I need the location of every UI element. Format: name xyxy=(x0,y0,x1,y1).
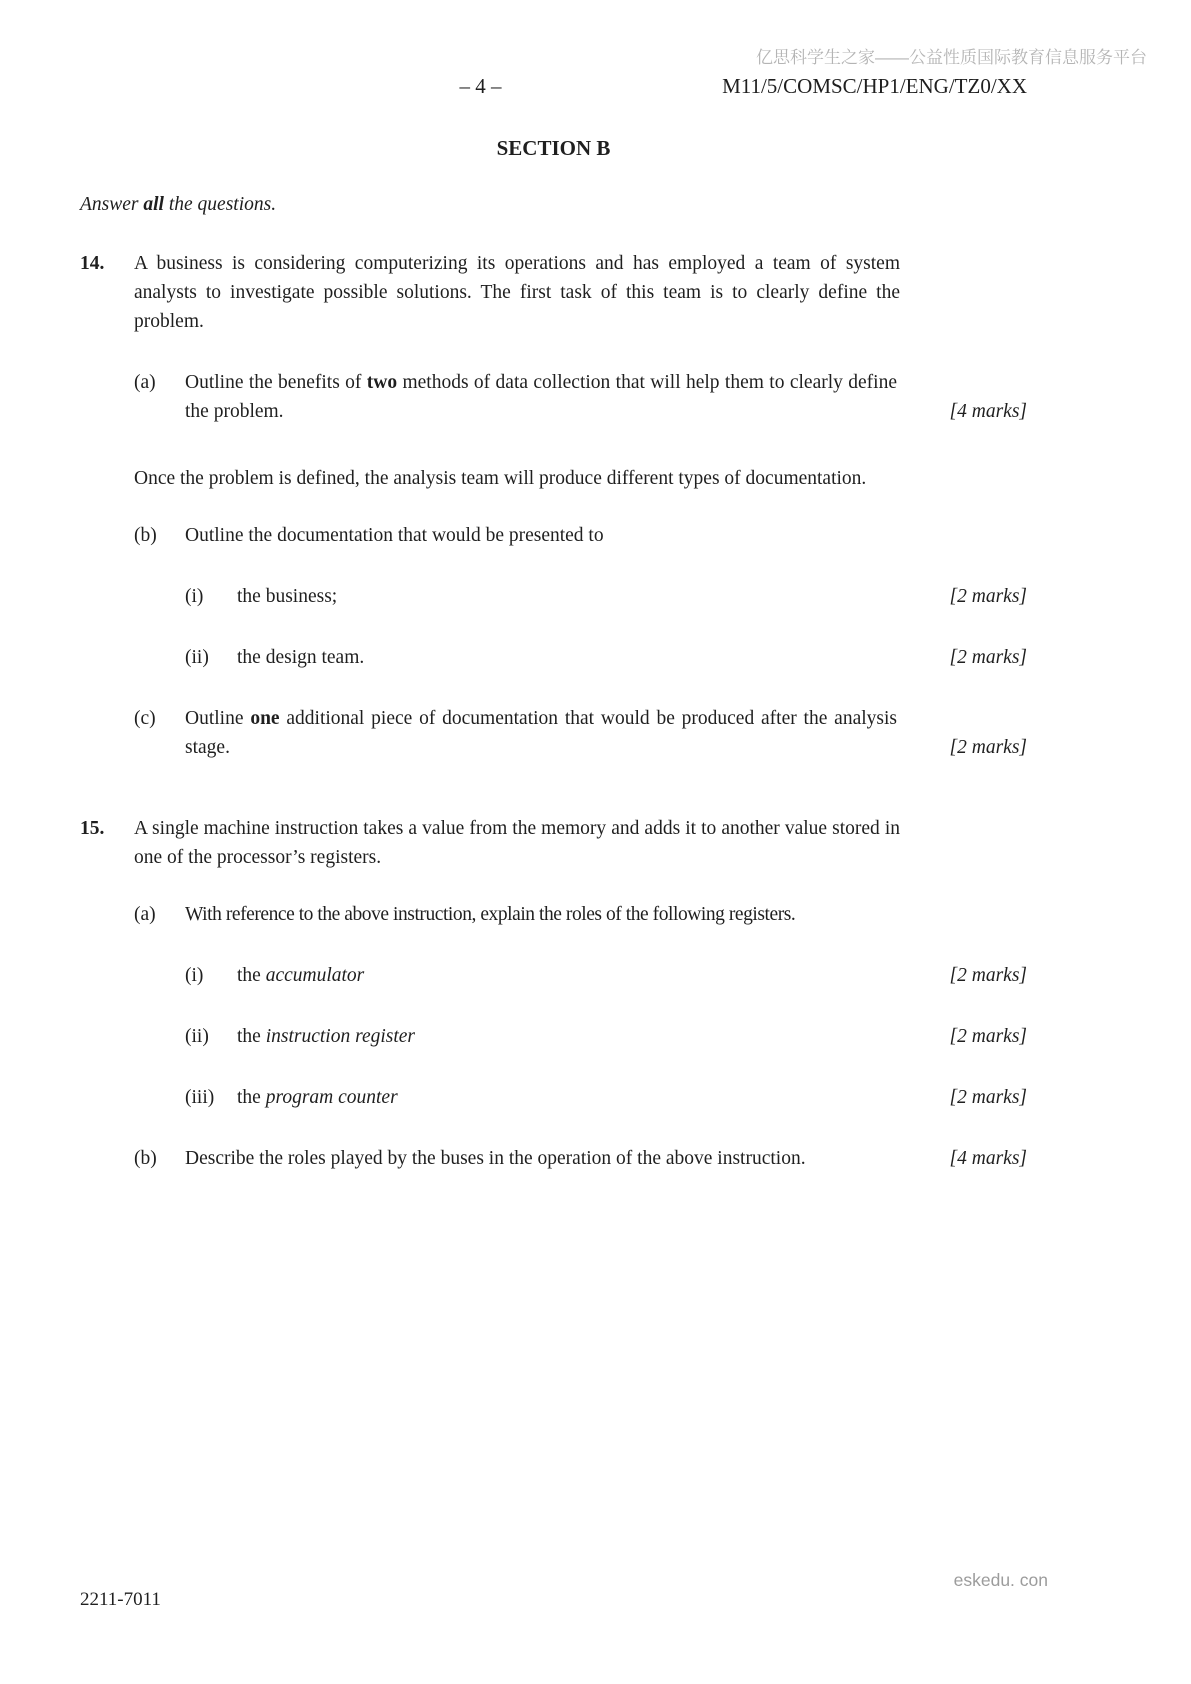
header-watermark: 亿思科学生之家——公益性质国际教育信息服务平台 xyxy=(756,48,1147,67)
question-14b xyxy=(134,521,1027,550)
paper-code: M11/5/COMSC/HP1/ENG/TZ0/XX xyxy=(722,74,1027,98)
question-15a-i xyxy=(134,961,1027,990)
question-15a-ii xyxy=(134,1022,1027,1051)
question-14a-label: (a) xyxy=(134,372,156,393)
question-14-middle: Once the problem is defined, the analysis team will produce different types of documentation. xyxy=(134,468,867,489)
question-14-intro: A business is considering computerizing its operations and has employed a team of system analysts to investigate possible solutions. The first task of this team is to clearly define the problem. xyxy=(134,253,900,332)
question-14a-marks: [4 marks] xyxy=(949,401,1027,422)
question-14c xyxy=(134,704,1027,762)
page-number: – 4 – xyxy=(459,74,502,98)
question-14b-i-marks: [2 marks] xyxy=(949,586,1027,607)
section-title: SECTION B xyxy=(496,136,611,160)
instruction-bold: all xyxy=(143,194,164,215)
question-15a-ii-label: (ii) xyxy=(185,1026,209,1047)
question-14b-ii-text: the design team. xyxy=(237,647,365,668)
section-instruction xyxy=(80,190,1027,219)
question-14b-i-text: the business; xyxy=(237,586,338,607)
question-14b-label: (b) xyxy=(134,525,157,546)
question-14-middle-row xyxy=(134,464,1027,493)
question-14b-text: Outline the documentation that would be presented to xyxy=(185,525,604,546)
question-15a xyxy=(134,900,1027,929)
q14c-text-post: additional piece of documentation that would be produced after the analysis stage. xyxy=(185,708,897,758)
question-14a-main xyxy=(134,368,897,426)
question-14a xyxy=(134,368,1027,426)
question-15-body xyxy=(134,814,1027,1173)
question-14b-ii xyxy=(134,643,1027,672)
q14a-text-bold: two xyxy=(366,372,398,393)
question-15b-marks: [4 marks] xyxy=(949,1148,1027,1169)
q15a-iii-italic: program counter xyxy=(265,1087,398,1108)
question-14b-i-label: (i) xyxy=(185,586,204,607)
question-15a-ii-marks: [2 marks] xyxy=(949,1026,1027,1047)
question-15b-text: Describe the roles played by the buses in the operation of the above instruction. xyxy=(185,1148,806,1169)
q14c-text-bold: one xyxy=(250,708,280,729)
question-15a-iii xyxy=(134,1083,1027,1112)
question-15a-i-marks: [2 marks] xyxy=(949,965,1027,986)
question-14c-marks: [2 marks] xyxy=(949,737,1027,758)
footer-watermark: eskedu. con xyxy=(953,1570,1048,1590)
question-14a-text xyxy=(185,368,897,426)
question-14b-ii-label: (ii) xyxy=(185,647,209,668)
q14a-text-pre: Outline the benefits of xyxy=(185,372,367,393)
question-15a-label: (a) xyxy=(134,904,156,925)
question-14 xyxy=(80,249,1027,762)
question-15a-ii-text xyxy=(237,1022,897,1051)
question-15-number: 15. xyxy=(80,818,105,839)
question-14b-ii-marks: [2 marks] xyxy=(949,647,1027,668)
q15a-ii-pre: the xyxy=(237,1026,266,1047)
q15a-iii-pre: the xyxy=(237,1087,266,1108)
question-15a-i-text xyxy=(237,961,897,990)
page-header xyxy=(80,72,1027,100)
question-14b-i xyxy=(134,582,1027,611)
question-15-intro: A single machine instruction takes a value from the memory and adds it to another value stored in one of the processor’s registers. xyxy=(134,818,900,868)
question-15a-iii-label: (iii) xyxy=(185,1087,215,1108)
question-15a-i-label: (i) xyxy=(185,965,204,986)
q15a-i-pre: the xyxy=(237,965,266,986)
question-14c-text xyxy=(185,704,897,762)
question-14-number: 14. xyxy=(80,253,105,274)
question-15 xyxy=(80,814,1027,1173)
instruction-pre: Answer xyxy=(80,194,144,215)
footer-paper-ref: 2211-7011 xyxy=(80,1589,161,1610)
question-14c-label: (c) xyxy=(134,708,156,729)
q14a-text-post: methods of data collection that will help them to clearly define the problem. xyxy=(185,372,897,422)
question-15b xyxy=(134,1144,1027,1173)
instruction-post: the questions. xyxy=(163,194,277,215)
q15a-i-italic: accumulator xyxy=(265,965,365,986)
page-content xyxy=(0,72,1191,1173)
question-15a-iii-marks: [2 marks] xyxy=(949,1087,1027,1108)
q15a-ii-italic: instruction register xyxy=(265,1026,416,1047)
question-15a-text: With reference to the above instruction, explain the roles of the following registers. xyxy=(185,904,796,925)
question-14-body xyxy=(134,249,1027,762)
question-15a-iii-text xyxy=(237,1083,897,1112)
q14c-text-pre: Outline xyxy=(185,708,251,729)
question-15b-label: (b) xyxy=(134,1148,157,1169)
